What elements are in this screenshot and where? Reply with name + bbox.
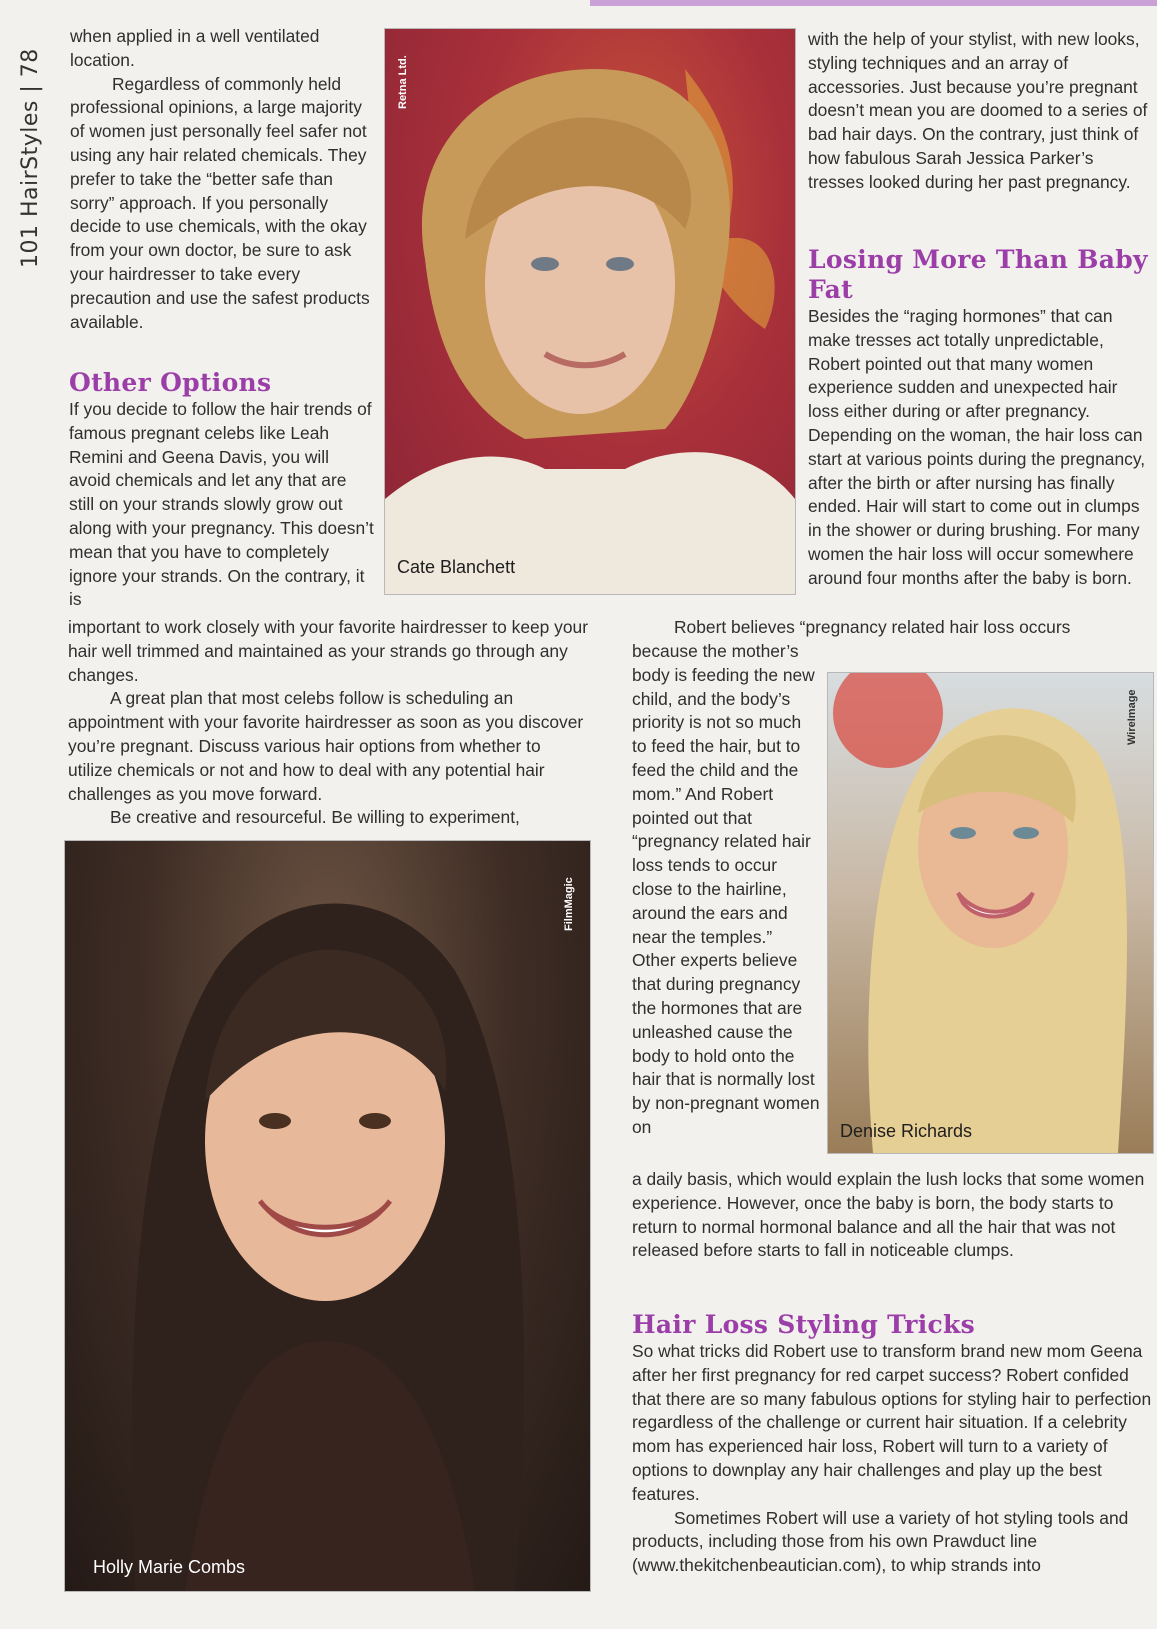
paragraph: a daily basis, which would explain the lush locks that some women experience. However, once the baby is born, the body starts to return to normal hormonal balance and all the hair that was not released before starts to fall in noticeable clumps. xyxy=(632,1169,1145,1261)
photo-caption: Denise Richards xyxy=(840,1121,973,1141)
left-column-intro xyxy=(70,25,375,334)
top-color-strip xyxy=(590,0,1157,6)
robert-narrow xyxy=(632,640,820,1140)
photo-credit: WireImage xyxy=(1126,689,1138,745)
photo-holly-marie-combs xyxy=(64,840,591,1592)
paragraph: So what tricks did Robert use to transform brand new mom Geena after her first pregnancy for red carpet success? Robert confided that there are so many fabulous options for styling hair to perfection regardless of the challenge or current hair situation. If a celebrity mom has experienced hair loss, Robert will turn to a variety of options to downplay any hair challenges and play up the best features. xyxy=(632,1341,1152,1504)
paragraph: important to work closely with your favorite hairdresser to keep your hair well trimmed and maintained as your strands go through any changes. xyxy=(68,617,589,685)
other-options-narrow xyxy=(69,398,374,612)
paragraph: Besides the “raging hormones” that can make tresses act totally unpredictable, Robert pointed out that many women experience sudden and unexpected hair loss either during or after pregnancy. Depending on the woman, the hair loss can start at various points during the pregnancy, after the birth or after nursing has finally ended. Hair will start to come out in clumps in the shower or during brushing. For many women the hair loss will occur somewhere around four months after the baby is born. xyxy=(808,306,1146,588)
heading-other-options: Other Options xyxy=(69,368,272,397)
right-column-intro xyxy=(808,28,1153,195)
paragraph: Be creative and resourceful. Be willing to experiment, xyxy=(110,807,520,828)
paragraph: Sometimes Robert will use a variety of hot styling tools and products, including those from his own Prawduct line (www.thekitchenbeautician.com), to whip strands into xyxy=(632,1507,1129,1576)
photo-caption: Holly Marie Combs xyxy=(93,1557,246,1577)
paragraph: If you decide to follow the hair trends of famous pregnant celebs like Leah Remini and Geena Davis, you will avoid chemicals and let any that are still on your strands slowly grow out along with your pregnancy. This doesn’t mean that you have to completely ignore your strands. On the contrary, it is xyxy=(69,399,374,610)
robert-wide xyxy=(632,1168,1152,1263)
portrait-illustration xyxy=(65,841,590,1591)
heading-hair-loss-styling-tricks: Hair Loss Styling Tricks xyxy=(632,1310,976,1339)
portrait-illustration xyxy=(828,673,1153,1153)
photo-cate-blanchett xyxy=(384,28,796,595)
losing-text xyxy=(808,305,1153,591)
section-label-text: 101 HairStyles | 78 xyxy=(18,48,43,268)
paragraph: because the mother’s body is feeding the new child, and the body’s priority is not so much to feed the hair, but to feed the child and the mom.” And Robert pointed out that “pregnancy related hair loss tends to occur close to the hairline, around the ears and near the temples.” Other experts believe that during pregnancy the hormones that are unleashed cause the body to hold onto the hair that is normally lost by non-pregnant women on xyxy=(632,641,820,1137)
paragraph: when applied in a well ventilated location. xyxy=(70,26,320,70)
portrait-illustration xyxy=(385,29,795,594)
paragraph: Robert believes “pregnancy related hair loss occurs xyxy=(674,617,1071,637)
paragraph: A great plan that most celebs follow is scheduling an appointment with your favorite hairdresser as soon as you discover you’re pregnant. Discuss various hair options from whether to utilize chemicals or not and how to deal with any potential hair challenges as you move forward. xyxy=(68,688,584,804)
section-label xyxy=(18,28,58,268)
photo-credit: Retna Ltd. xyxy=(397,55,409,109)
photo-denise-richards xyxy=(827,672,1154,1154)
heading-losing-more-than-baby-fat: Losing More Than Baby Fat xyxy=(808,245,1148,304)
paragraph: with the help of your stylist, with new looks, styling techniques and an array of accessories. Just because you’re pregnant doesn’t mean you are doomed to a series of bad hair days. On the contrary, just think of how fabulous Sarah Jessica Parker’s tresses looked during her past pregnancy. xyxy=(808,29,1148,192)
photo-credit: FilmMagic xyxy=(563,877,575,931)
other-options-wide xyxy=(68,616,588,830)
tricks-text xyxy=(632,1340,1152,1578)
paragraph: Regardless of commonly held professional opinions, a large majority of women just personally feel safer not using any hair related chemicals. They prefer to take the “better safe than sorry” approach. If you personally decide to use chemicals, with the okay from your own doctor, be sure to ask your hairdresser to take every precaution and use the safest products available. xyxy=(70,73,370,332)
photo-caption: Cate Blanchett xyxy=(397,557,516,577)
robert-line xyxy=(632,616,1152,640)
